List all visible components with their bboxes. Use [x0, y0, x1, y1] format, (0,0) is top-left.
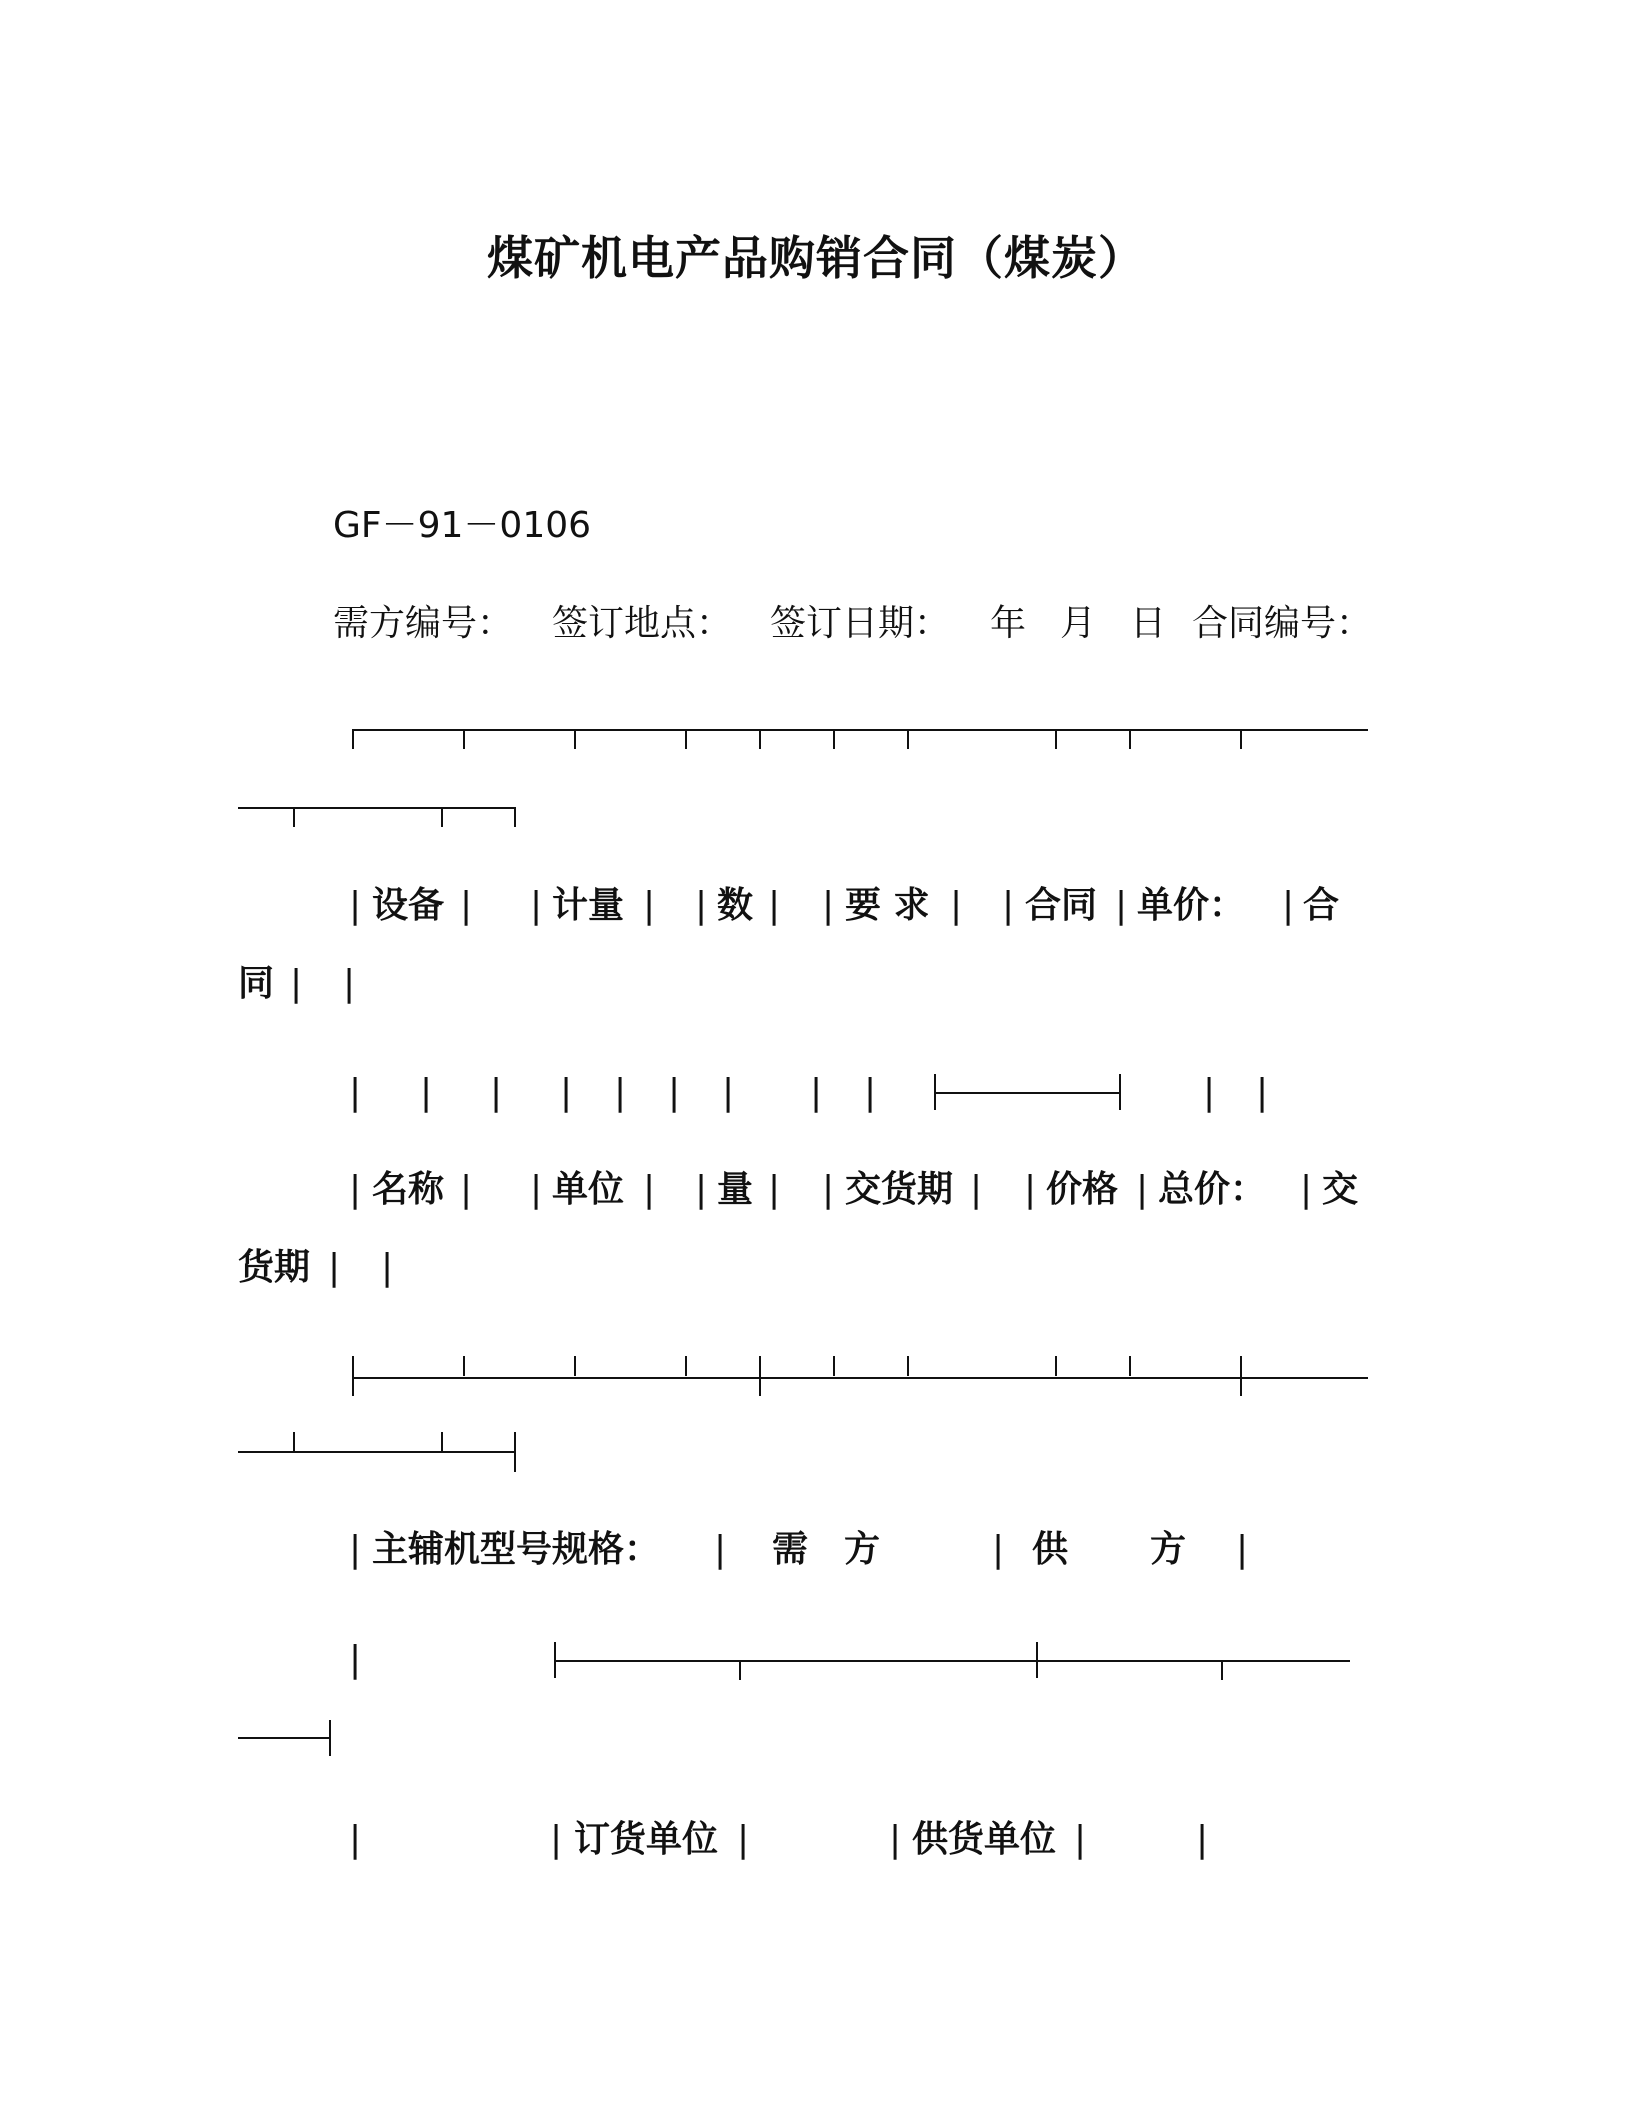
border-segment — [554, 1660, 1350, 1662]
cell-supplier-b: 方 — [1150, 1529, 1187, 1570]
cell-divider: | — [349, 1529, 362, 1570]
cell-divider: | — [822, 885, 835, 926]
cell-requirement: 要 求 — [845, 885, 930, 926]
border-tick-down — [1221, 1660, 1223, 1680]
cell-price: 价格 — [1046, 1169, 1119, 1210]
cell-divider: | — [1256, 1072, 1269, 1113]
cell-divider: | — [992, 1529, 1005, 1570]
border-tick-up — [685, 1356, 687, 1376]
cell-divider: | — [460, 885, 473, 926]
cell-divider: | — [737, 1819, 750, 1860]
inner-line-cap-right — [1119, 1074, 1121, 1110]
border-tick — [441, 807, 443, 827]
cell-divider: | — [864, 1072, 877, 1113]
cell-divider: | — [722, 1072, 735, 1113]
border-tick-up — [907, 1356, 909, 1376]
sign-date-label: 签订日期： — [770, 603, 951, 644]
cell-divider: | — [643, 1169, 656, 1210]
border-tick — [514, 807, 516, 827]
cell-divider: | — [768, 1169, 781, 1210]
cell-divider: | — [349, 1169, 362, 1210]
border-tick-up — [293, 1432, 295, 1452]
cell-unit: 单位 — [552, 1169, 625, 1210]
cell-divider: | — [560, 1072, 573, 1113]
cell-divider: | — [1236, 1529, 1249, 1570]
cell-total-price: 总价： — [1158, 1169, 1267, 1210]
border-tick — [833, 729, 835, 749]
border-tick-cross — [1240, 1356, 1242, 1396]
border-tick — [293, 807, 295, 827]
border-tick-up — [1129, 1356, 1131, 1376]
document-title: 煤矿机电产品购销合同（煤炭） — [487, 231, 1145, 285]
form-code: GF－91－0106 — [333, 505, 592, 546]
border-tick-down — [739, 1660, 741, 1680]
cell-model-spec: 主辅机型号规格： — [372, 1529, 661, 1570]
cell-buyer: 需 方 — [772, 1529, 881, 1570]
cell-divider: | — [530, 1169, 543, 1210]
cell-contract-wrap-2: 同 — [238, 963, 275, 1004]
year-label: 年 — [990, 603, 1027, 644]
border-tick-cross — [1036, 1642, 1038, 1678]
cell-divider: | — [343, 963, 356, 1004]
cell-divider: | — [822, 1169, 835, 1210]
cell-divider: | — [349, 1072, 362, 1113]
cell-contract: 合同 — [1025, 885, 1098, 926]
cell-supplying-unit: 供货单位 — [912, 1819, 1057, 1860]
cell-name: 名称 — [372, 1169, 445, 1210]
cell-delivery: 交货期 — [845, 1169, 954, 1210]
cell-divider: | — [643, 885, 656, 926]
contract-no-label: 合同编号： — [1192, 603, 1373, 644]
border-tick-up — [441, 1432, 443, 1452]
cell-divider: | — [1074, 1819, 1087, 1860]
inner-line — [934, 1092, 1120, 1094]
day-label: 日 — [1130, 603, 1167, 644]
border-tick — [352, 729, 354, 749]
cell-divider: | — [695, 1169, 708, 1210]
cell-divider: | — [950, 885, 963, 926]
cell-divider: | — [530, 885, 543, 926]
cell-divider: | — [614, 1072, 627, 1113]
cell-delivery-wrap-2: 货期 — [238, 1247, 311, 1288]
cell-divider: | — [381, 1247, 394, 1288]
border-tick — [1129, 729, 1131, 749]
cell-divider: | — [1024, 1169, 1037, 1210]
border-segment-wrap — [238, 1451, 516, 1453]
border-tick-up — [833, 1356, 835, 1376]
border-tick — [463, 729, 465, 749]
buyer-no-label: 需方编号： — [333, 603, 514, 644]
cell-amount: 量 — [717, 1169, 754, 1210]
border-segment-wrap — [238, 1737, 330, 1739]
border-tick — [1240, 729, 1242, 749]
cell-divider: | — [349, 1819, 362, 1860]
cell-divider: | — [290, 963, 303, 1004]
cell-divider: | — [1115, 885, 1128, 926]
cell-divider: | — [970, 1169, 983, 1210]
cell-divider: | — [714, 1529, 727, 1570]
border-tick — [1055, 729, 1057, 749]
cell-divider: | — [1203, 1072, 1216, 1113]
cell-divider: | — [349, 885, 362, 926]
border-segment — [352, 1377, 1368, 1379]
border-tick — [907, 729, 909, 749]
border-tick-cross — [329, 1720, 331, 1756]
border-tick-up — [463, 1356, 465, 1376]
cell-equipment: 设备 — [372, 885, 445, 926]
cell-contract-wrap-1: 合 — [1303, 885, 1340, 926]
cell-unit-price: 单价： — [1137, 885, 1246, 926]
cell-divider: | — [889, 1819, 902, 1860]
cell-divider: | — [810, 1072, 823, 1113]
cell-divider: | — [460, 1169, 473, 1210]
border-tick-up — [574, 1356, 576, 1376]
border-tick-cross — [352, 1356, 354, 1396]
border-tick — [685, 729, 687, 749]
cell-divider: | — [420, 1072, 433, 1113]
border-segment — [352, 729, 1368, 731]
cell-ordering-unit: 订货单位 — [574, 1819, 719, 1860]
border-tick — [574, 729, 576, 749]
cell-measure: 计量 — [552, 885, 625, 926]
border-tick — [759, 729, 761, 749]
month-label: 月 — [1060, 603, 1097, 644]
cell-divider: | — [349, 1639, 362, 1680]
cell-divider: | — [328, 1247, 341, 1288]
cell-divider: | — [1002, 885, 1015, 926]
cell-divider: | — [550, 1819, 563, 1860]
border-tick-up — [1055, 1356, 1057, 1376]
cell-divider: | — [768, 885, 781, 926]
cell-divider: | — [1300, 1169, 1313, 1210]
cell-divider: | — [1136, 1169, 1149, 1210]
cell-quantity: 数 — [717, 885, 754, 926]
sign-place-label: 签订地点： — [552, 603, 733, 644]
border-segment-wrap — [238, 807, 516, 809]
border-tick-cross — [759, 1356, 761, 1396]
cell-divider: | — [490, 1072, 503, 1113]
cell-supplier-a: 供 — [1032, 1529, 1069, 1570]
border-tick-cross — [514, 1432, 516, 1472]
cell-delivery-wrap-1: 交 — [1322, 1169, 1359, 1210]
cell-divider: | — [1196, 1819, 1209, 1860]
cell-divider: | — [668, 1072, 681, 1113]
cell-divider: | — [1282, 885, 1295, 926]
cell-divider: | — [695, 885, 708, 926]
